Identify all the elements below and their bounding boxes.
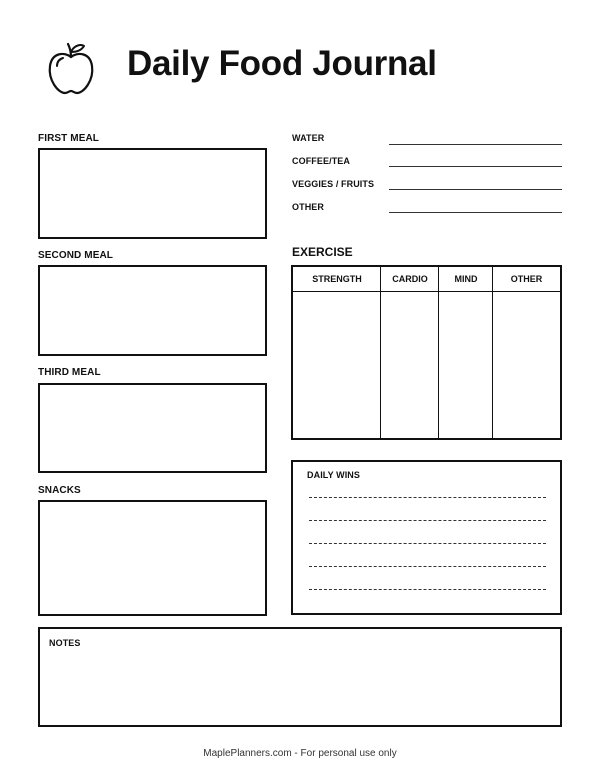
- exercise-col-cardio: CARDIO: [392, 274, 428, 284]
- first-meal-label: FIRST MEAL: [38, 133, 99, 144]
- exercise-title: EXERCISE: [292, 245, 353, 259]
- second-meal-label: SECOND MEAL: [38, 250, 113, 261]
- exercise-col-strength: STRENGTH: [312, 274, 362, 284]
- second-meal-box[interactable]: [38, 265, 267, 356]
- snacks-label: SNACKS: [38, 485, 81, 496]
- daily-wins-box: [291, 460, 562, 615]
- third-meal-box[interactable]: [38, 383, 267, 473]
- daily-wins-line[interactable]: [309, 566, 546, 567]
- exercise-col-other: OTHER: [510, 274, 543, 284]
- veggies-fruits-label: VEGGIES / FRUITS: [292, 179, 375, 189]
- apple-icon: [46, 40, 96, 96]
- daily-wins-line[interactable]: [309, 543, 546, 544]
- exercise-cell-mind[interactable]: [439, 292, 492, 438]
- exercise-cell-strength[interactable]: [293, 292, 380, 438]
- exercise-cell-other[interactable]: [493, 292, 560, 438]
- notes-box[interactable]: [38, 627, 562, 727]
- snacks-box[interactable]: [38, 500, 267, 616]
- daily-wins-line[interactable]: [309, 497, 546, 498]
- water-label: WATER: [292, 133, 325, 143]
- third-meal-label: THIRD MEAL: [38, 367, 101, 378]
- footer-text: MaplePlanners.com - For personal use only: [203, 748, 397, 759]
- other-drink-line[interactable]: [389, 212, 562, 213]
- daily-wins-title: DAILY WINS: [307, 470, 361, 480]
- exercise-table: [291, 265, 562, 440]
- exercise-col-mind: MIND: [454, 274, 478, 284]
- water-line[interactable]: [389, 144, 562, 145]
- daily-wins-line[interactable]: [309, 589, 546, 590]
- coffee-tea-line[interactable]: [389, 166, 562, 167]
- notes-title: NOTES: [49, 638, 81, 648]
- exercise-cell-cardio[interactable]: [381, 292, 438, 438]
- page-title: Daily Food Journal: [127, 44, 437, 83]
- first-meal-box[interactable]: [38, 148, 267, 239]
- daily-wins-line[interactable]: [309, 520, 546, 521]
- coffee-tea-label: COFFEE/TEA: [292, 156, 351, 166]
- other-drink-label: OTHER: [292, 202, 324, 212]
- veggies-fruits-line[interactable]: [389, 189, 562, 190]
